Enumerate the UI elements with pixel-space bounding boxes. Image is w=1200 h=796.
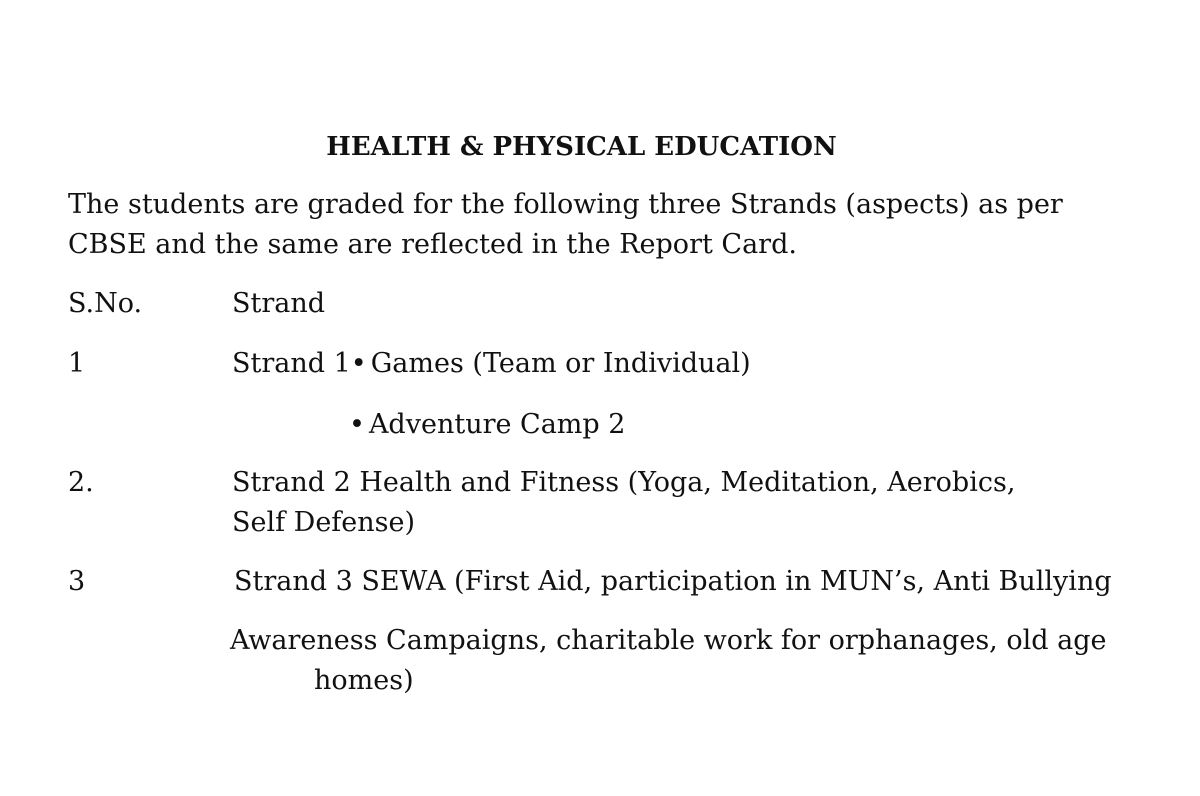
- row-3-strand-line-2: Awareness Campaigns, charitable work for orphanages, old age: [230, 625, 1107, 656]
- row-3-strand-line-1: Strand 3 SEWA (First Aid, participation in MUN’s, Anti Bullying: [234, 566, 1112, 597]
- row-1-bullet-2: Adventure Camp 2: [368, 409, 626, 440]
- row-1-bullet-1: Games (Team or Individual): [370, 348, 751, 379]
- row-2-sno: 2.: [68, 467, 94, 498]
- row-1-strand: [232, 344, 751, 384]
- row-2-strand-line-2: Self Defense): [232, 507, 416, 538]
- column-header-strand: Strand: [232, 288, 326, 319]
- column-header-sno: S.No.: [68, 288, 143, 319]
- row-1-strand-label: Strand 1: [232, 348, 351, 379]
- bullet-icon: •: [350, 348, 367, 379]
- row-1-bullet-2-line: [349, 405, 625, 445]
- row-1-sno: 1: [68, 348, 86, 379]
- row-3-sno: 3: [68, 566, 86, 597]
- bullet-icon: •: [349, 409, 365, 440]
- row-3-strand-line-3: homes): [314, 665, 414, 696]
- document-title: HEALTH & PHYSICAL EDUCATION: [326, 132, 837, 162]
- intro-line-2: CBSE and the same are reflected in the Report Card.: [68, 229, 797, 260]
- row-2-strand-line-1: Strand 2 Health and Fitness (Yoga, Meditation, Aerobics,: [232, 467, 1016, 498]
- intro-line-1: The students are graded for the following three Strands (aspects) as per: [68, 189, 1063, 220]
